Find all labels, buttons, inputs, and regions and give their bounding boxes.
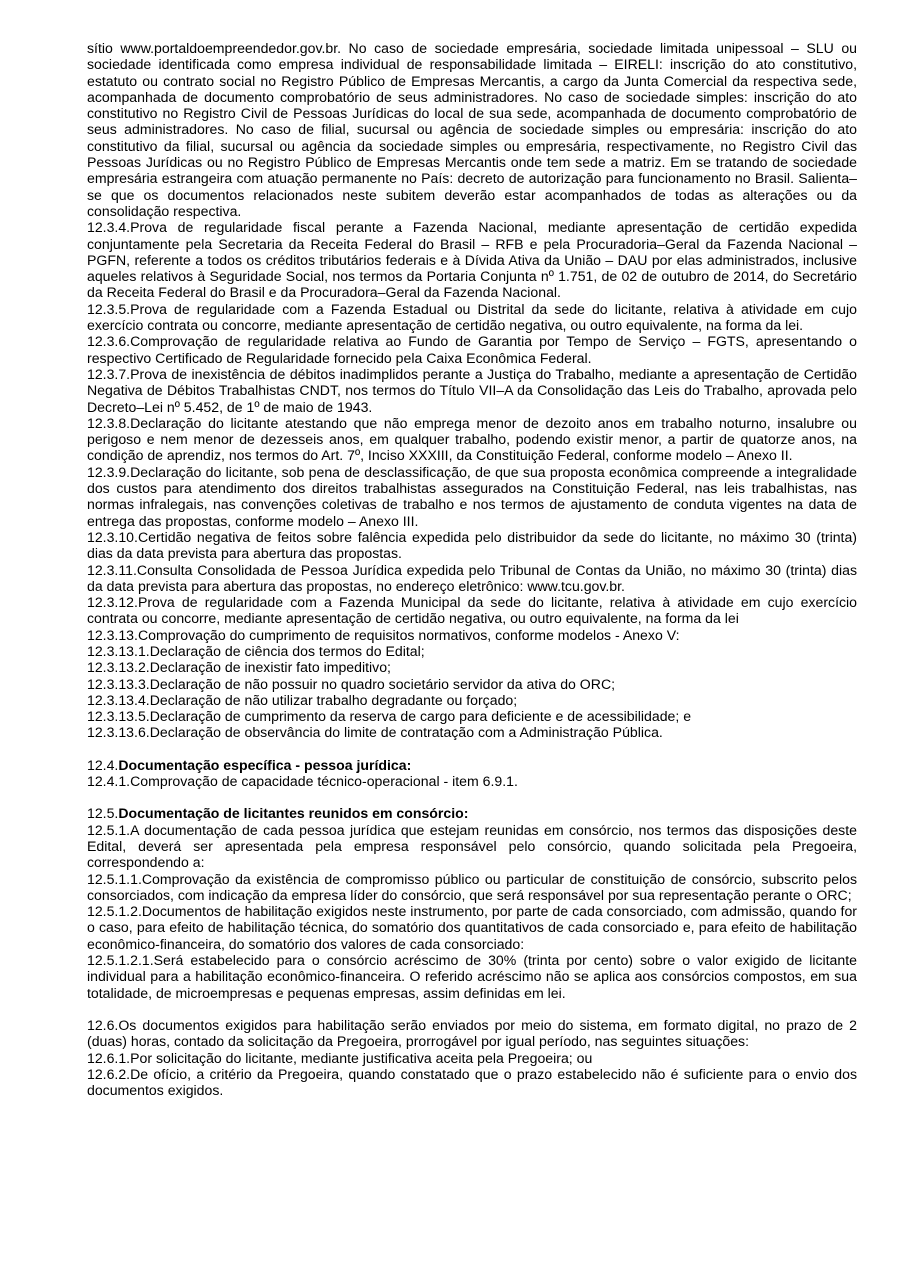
section-12-5-title: Documentação de licitantes reunidos em consórcio: <box>118 805 469 822</box>
section-12-4-title: Documentação específica - pessoa jurídica: <box>118 756 412 773</box>
spacer <box>87 789 857 805</box>
paragraph-12-3-3-continuation: sítio www.portaldoempreendedor.gov.br. No caso de sociedade empresária, sociedade limitada unipessoal – SLU ou sociedade identificada como empresa individual de responsabilidade limitada – EIRELI: inscrição do ato constitutivo, estatuto ou contrato social no Registro Público de Empresas Mercantis, a cargo da Junta Comercial da respectiva sede, acompanhada de documento comprobatório de seus administradores. No caso de sociedade simples: inscrição do ato constitutivo no Registro Civil de Pessoas Jurídicas do local de sua sede, acompanhada de documento comprobatório de seus administradores. No caso de filial, sucursal ou agência de sociedade simples ou empresária: inscrição do ato constitutivo da filial, sucursal ou agência da sociedade simples ou empresária, respectivamente, no Registro Civil das Pessoas Jurídicas ou no Registro Público de Empresas Mercantis onde tem sede a matriz. Em se tratando de sociedade empresária estrangeira com atuação permanente no País: decreto de autorização para funcionamento no Brasil. Salienta–se que os documentos relacionados neste subitem deverão estar acompanhados de todas as alterações ou da consolidação respectiva. <box>87 40 857 219</box>
section-12-4-number: 12.4. <box>87 756 119 773</box>
paragraph-12-3-9: 12.3.9.Declaração do licitante, sob pena de desclassificação, de que sua proposta econômica compreende a integralidade dos custos para atendimento dos direitos trabalhistas assegurados na Constituição Federal, nas leis trabalhistas, nas normas infralegais, nas convenções coletivas de trabalho e nos termos de ajustamento de conduta vigentes na data de entrega das propostas, conforme modelo – Anexo III. <box>87 463 857 529</box>
paragraph-12-3-7: 12.3.7.Prova de inexistência de débitos inadimplidos perante a Justiça do Trabalho, mediante a apresentação de Certidão Negativa de Débitos Trabalhistas CNDT, nos termos do Título VII–A da Consolidação das Leis do Trabalho, aprovada pelo Decreto–Lei nº 5.452, de 1º de maio de 1943. <box>87 365 857 415</box>
paragraph-12-5-1-1: 12.5.1.1.Comprovação da existência de compromisso público ou particular de constituição de consórcio, subscrito pelos consorciados, com indicação da empresa líder do consórcio, que será responsável por sua representação perante o ORC; <box>87 870 857 903</box>
paragraph-12-5-1-2-1: 12.5.1.2.1.Será estabelecido para o consórcio acréscimo de 30% (trinta por cento) sobre o valor exigido de licitante individual para a habilitação econômico-financeira. O referido acréscimo não se aplica aos consórcios compostos, em sua totalidade, de microempresas e pequenas empresas, assim definidas em lei. <box>87 952 857 1001</box>
paragraph-12-5-1: 12.5.1.A documentação de cada pessoa jurídica que estejam reunidas em consórcio, nos termos das disposições deste Edital, deverá ser apresentada pela empresa responsável pelo consórcio, quando solicitada pela Pregoeira, correspondendo a: <box>87 821 857 871</box>
document-page <box>87 40 857 1098</box>
paragraph-12-3-13-1: 12.3.13.1.Declaração de ciência dos termos do Edital; <box>87 642 425 659</box>
spacer <box>87 741 857 757</box>
section-12-5-number: 12.5. <box>87 805 119 822</box>
paragraph-12-3-13: 12.3.13.Comprovação do cumprimento de requisitos normativos, conforme modelos - Anexo V: <box>87 626 680 643</box>
paragraph-12-4-1: 12.4.1.Comprovação de capacidade técnico-operacional - item 6.9.1. <box>87 773 518 790</box>
paragraph-12-6: 12.6.Os documentos exigidos para habilitação serão enviados por meio do sistema, em formato digital, no prazo de 2 (duas) horas, contado da solicitação da Pregoeira, prorrogável por igual período, nas seguintes situações: <box>87 1016 857 1050</box>
paragraph-12-3-12: 12.3.12.Prova de regularidade com a Fazenda Municipal da sede do licitante, relativa à atividade em cujo exercício contrata ou concorre, mediante apresentação de certidão negativa, ou outro equivalente, na forma da lei <box>87 594 857 627</box>
paragraph-12-3-10: 12.3.10.Certidão negativa de feitos sobre falência expedida pelo distribuidor da sede do licitante, no máximo 30 (trinta) dias da data prevista para abertura das propostas. <box>87 528 857 562</box>
paragraph-12-3-13-4: 12.3.13.4.Declaração de não utilizar trabalho degradante ou forçado; <box>87 691 518 708</box>
paragraph-12-3-5: 12.3.5.Prova de regularidade com a Fazenda Estadual ou Distrital da sede do licitante, relativa à atividade em cujo exercício contrata ou concorre, mediante apresentação de certidão negativa, ou outro equivalente, na forma da lei. <box>87 300 857 334</box>
paragraph-12-3-11: 12.3.11.Consulta Consolidada de Pessoa Jurídica expedida pelo Tribunal de Contas da União, no máximo 30 (trinta) dias da data prevista para abertura das propostas, no endereço eletrônico: www.tcu.gov.br. <box>87 561 857 594</box>
paragraph-12-3-13-5: 12.3.13.5.Declaração de cumprimento da reserva de cargo para deficiente e de acessibilidade; e <box>87 708 692 725</box>
paragraph-12-3-13-3: 12.3.13.3.Declaração de não possuir no quadro societário servidor da ativa do ORC; <box>87 675 616 692</box>
paragraph-12-6-1: 12.6.1.Por solicitação do licitante, mediante justificativa aceita pela Pregoeira; ou <box>87 1049 593 1066</box>
paragraph-12-3-8: 12.3.8.Declaração do licitante atestando que não emprega menor de dezoito anos em trabalho noturno, insalubre ou perigoso e nem menor de dezesseis anos, em qualquer trabalho, podendo existir menor, a partir de quatorze anos, na condição de aprendiz, nos termos do Art. 7º, Inciso XXXIII, da Constituição Federal, conforme modelo – Anexo II. <box>87 414 857 464</box>
paragraph-12-3-13-2: 12.3.13.2.Declaração de inexistir fato impeditivo; <box>87 659 391 676</box>
paragraph-12-3-13-6: 12.3.13.6.Declaração de observância do limite de contratação com a Administração Pública. <box>87 724 663 741</box>
paragraph-12-5-1-2: 12.5.1.2.Documentos de habilitação exigidos neste instrumento, por parte de cada consorciado, com admissão, quando for o caso, para efeito de habilitação técnica, do somatório dos quantitativos de cada consorciado e, para efeito de habilitação econômico-financeira, do somatório dos valores de cada consorciado: <box>87 903 857 952</box>
paragraph-12-3-4: 12.3.4.Prova de regularidade fiscal perante a Fazenda Nacional, mediante apresentação de certidão expedida conjuntamente pela Secretaria da Receita Federal do Brasil – RFB e pela Procuradoria–Geral da Fazenda Nacional – PGFN, referente a todos os créditos tributários federais e à Dívida Ativa da União – DAU por elas administrados, inclusive aqueles relativos à Seguridade Social, nos termos da Portaria Conjunta nº 1.751, de 02 de outubro de 2014, do Secretário da Receita Federal do Brasil e da Procuradora–Geral da Fazenda Nacional. <box>87 219 857 301</box>
section-12-4-heading <box>87 757 857 773</box>
paragraph-12-6-2: 12.6.2.De ofício, a critério da Pregoeira, quando constatado que o prazo estabelecido não é suficiente para o envio dos documentos exigidos. <box>87 1065 857 1099</box>
spacer <box>87 1001 857 1017</box>
section-12-5-heading <box>87 805 857 821</box>
paragraph-12-3-6: 12.3.6.Comprovação de regularidade relativa ao Fundo de Garantia por Tempo de Serviço – FGTS, apresentando o respectivo Certificado de Regularidade fornecido pela Caixa Econômica Federal. <box>87 333 857 366</box>
